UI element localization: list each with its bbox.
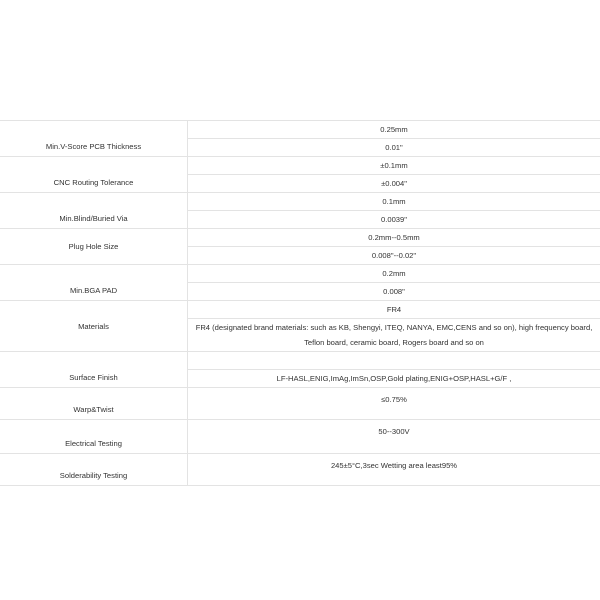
value-imperial: 0.01" xyxy=(188,138,600,156)
row-label: Materials xyxy=(0,301,188,351)
value-imperial: 0.008" xyxy=(188,282,600,300)
table-row xyxy=(0,420,600,454)
table-row xyxy=(0,352,600,388)
row-values xyxy=(188,301,600,351)
table-row xyxy=(0,265,600,301)
table-row xyxy=(0,388,600,420)
value-imperial: 0.0039" xyxy=(188,210,600,228)
row-values xyxy=(188,193,600,228)
row-label: Min.BGA PAD xyxy=(0,265,188,300)
row-values xyxy=(188,265,600,300)
value-designated-materials: FR4 (designated brand materials: such as KB, Shengyi, ITEQ, NANYA, EMC,CENS and so on), high frequency board, Teflon board, ceramic board, Rogers board and so on xyxy=(188,318,600,351)
row-values xyxy=(188,454,600,485)
row-values xyxy=(188,229,600,264)
row-label: Surface Finish xyxy=(0,352,188,387)
value-imperial: 0.008"--0.02" xyxy=(188,246,600,264)
value-voltage: 50--300V xyxy=(378,427,410,436)
spec-table xyxy=(0,120,600,486)
value-empty xyxy=(188,352,600,369)
table-row xyxy=(0,120,600,157)
table-row xyxy=(0,454,600,486)
row-values xyxy=(188,420,600,453)
value-imperial: ±0.004" xyxy=(188,174,600,192)
value-warp: ≤0.75% xyxy=(381,395,407,404)
row-label: Min.Blind/Buried Via xyxy=(0,193,188,228)
table-row xyxy=(0,229,600,265)
value-metric: ±0.1mm xyxy=(380,161,408,170)
value-base-material: FR4 xyxy=(386,305,402,314)
table-row xyxy=(0,193,600,229)
value-metric: 0.2mm xyxy=(382,269,406,278)
row-label: Min.V-Score PCB Thickness xyxy=(0,121,188,156)
value-metric: 0.2mm--0.5mm xyxy=(368,233,420,242)
row-values xyxy=(188,121,600,156)
row-values xyxy=(188,388,600,419)
row-values xyxy=(188,157,600,192)
value-finishes: LF-HASL,ENIG,ImAg,ImSn,OSP,Gold plating,ENIG+OSP,HASL+G/F , xyxy=(188,369,600,387)
value-solderability: 245±5°C,3sec Wetting area least95% xyxy=(330,461,458,470)
row-label: Electrical Testing xyxy=(0,420,188,453)
value-metric: 0.1mm xyxy=(382,197,406,206)
table-row xyxy=(0,157,600,193)
row-label: Warp&Twist xyxy=(0,388,188,419)
row-values xyxy=(188,352,600,387)
table-row xyxy=(0,301,600,352)
value-metric: 0.25mm xyxy=(380,125,408,134)
row-label: CNC Routing Tolerance xyxy=(0,157,188,192)
row-label: Plug Hole Size xyxy=(0,229,188,264)
row-label: Solderability Testing xyxy=(0,454,188,485)
